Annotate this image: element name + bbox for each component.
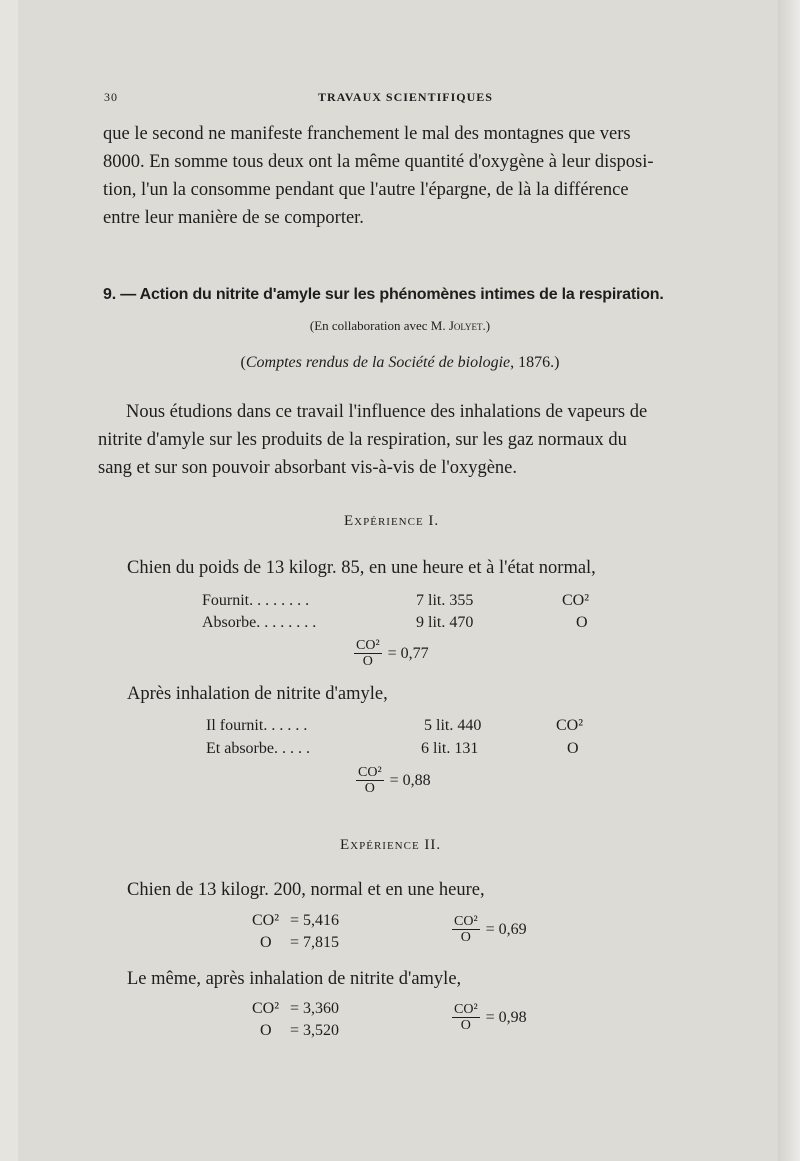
running-head (0, 90, 800, 108)
text-line: sang et sur son pouvoir absorbant vis-à-vis de l'oxygène. (98, 458, 517, 478)
exp1-row-label: Absorbe. . . . . . . . (202, 614, 317, 631)
experiment-2-after-intro: Le même, après inhalation de nitrite d'amyle, (127, 969, 462, 989)
experiment-1-after-intro: Après inhalation de nitrite d'amyle, (127, 684, 388, 704)
source-title: Comptes rendus de la Société de biologie (245, 354, 511, 371)
experiment-2-heading: Expérience II. (340, 837, 442, 853)
exp1-after-row-value: 5 lit. 440 (424, 717, 482, 734)
exp1-ratio (354, 638, 429, 669)
exp1-row-value: 7 lit. 355 (416, 592, 474, 609)
ratio-numerator: CO² (356, 638, 380, 653)
ratio-denominator: O (460, 1018, 471, 1033)
page-number: 30 (104, 90, 118, 104)
text-line: entre leur manière de se comporter. (103, 208, 364, 228)
exp2-value-label: CO² (252, 912, 280, 929)
exp2-after-value-label: CO² (252, 1000, 280, 1017)
exp1-after-ratio (356, 765, 431, 796)
exp2-ratio (452, 914, 527, 945)
exp2-value: = 7,815 (290, 934, 340, 951)
exp2-value: = 5,416 (290, 912, 340, 929)
exp2-after-value: = 3,520 (290, 1022, 340, 1039)
ratio-numerator: CO² (454, 914, 478, 929)
source-open: ( (240, 354, 246, 371)
text-line: nitrite d'amyle sur les produits de la respiration, sur les gaz normaux du (98, 430, 627, 450)
exp1-after-row-gas: O (567, 740, 579, 757)
ratio-result: = 0,98 (485, 1008, 527, 1026)
collab-name: Jolyet (448, 318, 483, 333)
experiment-1-intro: Chien du poids de 13 kilogr. 85, en une heure et à l'état normal, (127, 558, 596, 578)
paragraph-1 (103, 120, 697, 232)
text-line: 8000. En somme tous deux ont la même quantité d'oxygène à leur disposi- (103, 152, 654, 172)
ratio-numerator: CO² (358, 765, 382, 780)
ratio-result: = 0,88 (389, 771, 431, 789)
exp1-after-row-label: Et absorbe. . . . . (206, 740, 310, 757)
running-title: TRAVAUX SCIENTIFIQUES (318, 90, 493, 104)
page-edge (778, 0, 800, 1161)
exp1-row-label: Fournit. . . . . . . . (202, 592, 310, 609)
collab-prefix: (En collaboration avec M. (309, 318, 449, 333)
ratio-denominator: O (364, 781, 375, 796)
ratio-result: = 0,77 (387, 644, 429, 662)
ratio-denominator: O (362, 654, 373, 669)
text-line: que le second ne manifeste franchement le mal des montagnes que vers (103, 124, 631, 144)
text-line: Nous étudions dans ce travail l'influence des inhalations de vapeurs de (126, 402, 648, 422)
exp1-after-row-gas: CO² (556, 717, 584, 734)
source-citation (0, 354, 800, 372)
ratio-result: = 0,69 (485, 920, 527, 938)
collab-suffix: .) (482, 318, 491, 333)
exp1-after-row-label: Il fournit. . . . . . (206, 717, 308, 734)
collaboration-note (0, 318, 800, 334)
exp1-after-row-value: 6 lit. 131 (421, 740, 479, 757)
experiment-1-heading: Expérience I. (344, 513, 440, 529)
source-year: , 1876.) (510, 354, 560, 371)
exp2-after-value-label: O (260, 1022, 272, 1039)
experiment-2-intro: Chien de 13 kilogr. 200, normal et en une heure, (127, 880, 485, 900)
ratio-denominator: O (460, 930, 471, 945)
paragraph-2 (98, 398, 696, 482)
text-line: tion, l'un la consomme pendant que l'autre l'épargne, de là la différence (103, 180, 629, 200)
exp2-after-ratio (452, 1002, 527, 1033)
exp2-value-label: O (260, 934, 272, 951)
ratio-numerator: CO² (454, 1002, 478, 1017)
exp1-row-gas: CO² (562, 592, 590, 609)
exp1-row-gas: O (576, 614, 588, 631)
exp1-row-value: 9 lit. 470 (416, 614, 474, 631)
exp2-after-value: = 3,360 (290, 1000, 340, 1017)
section-title: 9. — Action du nitrite d'amyle sur les phénomènes intimes de la respiration. (103, 286, 664, 303)
